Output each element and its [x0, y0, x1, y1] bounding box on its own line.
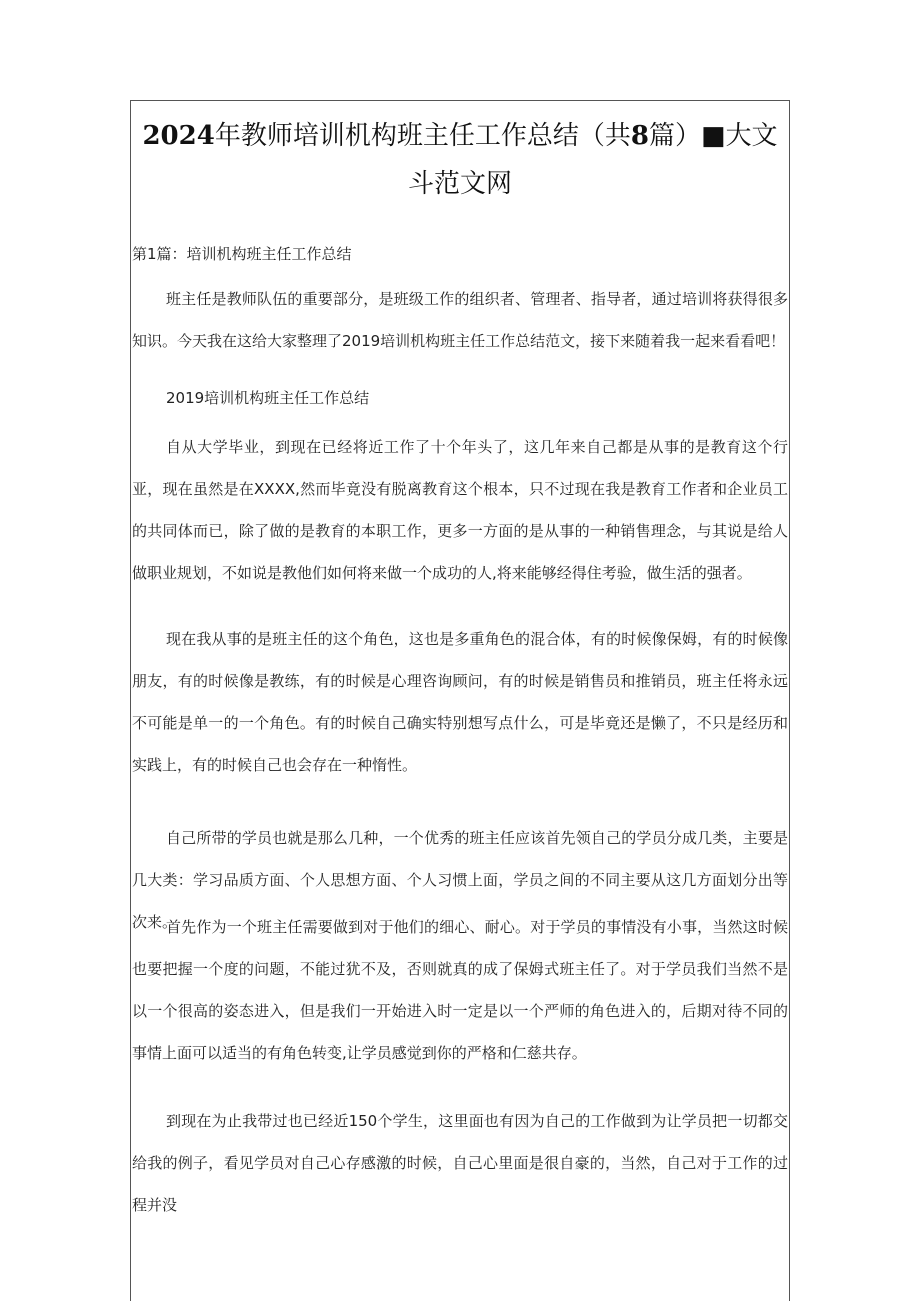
- title-site-name: 大文斗范文网: [407, 121, 778, 199]
- document-title: [132, 112, 788, 208]
- intro-paragraph: 班主任是教师队伍的重要部分，是班级工作的组织者、管理者、指导者，通过培训将获得很多知识。今天我在这给大家整理了2019培训机构班主任工作总结范文，接下来随着我一起来看看吧！: [132, 290, 788, 350]
- title-bullet: ■: [700, 121, 726, 151]
- body-paragraph-2: 现在我从事的是班主任的这个角色，这也是多重角色的混合体，有的时候像保姆，有的时候像朋友，有的时候像是教练，有的时候是心理咨询顾问，有的时候是销售员和推销员，班主任将永远不可能是单一的一个角色。有的时候自己确实特别想写点什么，可是毕竟还是懒了，不只是经历和实践上，有的时候自己也会存在一种惰性。: [132, 630, 788, 774]
- body-paragraph-4: 首先作为一个班主任需要做到对于他们的细心、耐心。对于学员的事情没有小事，当然这时候也要把握一个度的问题，不能过犹不及，否则就真的成了保姆式班主任了。对于学员我们当然不是以一个很高的姿态进入，但是我们一开始进入时一定是以一个严师的角色进入的，后期对待不同的事情上面可以适当的有角色转变,让学员感觉到你的严格和仁慈共存。: [132, 918, 788, 1062]
- article-subtitle: 2019培训机构班主任工作总结: [166, 389, 370, 407]
- body-paragraph-3: 自己所带的学员也就是那么几种，一个优秀的班主任应该首先领自己的学员分成几类，主要是几大类：学习品质方面、个人思想方面、个人习惯上面，学员之间的不同主要从这几方面划分出等次来。: [132, 829, 788, 931]
- title-text-2: 篇）: [648, 121, 701, 151]
- title-year: 2024: [142, 121, 215, 151]
- title-count: 8: [630, 121, 649, 151]
- body-paragraph-5: 到现在为止我带过也已经近150个学生，这里面也有因为自己的工作做到为让学员把一切都交给我的例子，看见学员对自己心存感激的时候，自己心里面是很自豪的，当然，自己对于工作的过程并没: [132, 1112, 788, 1214]
- title-text-1: 年教师培训机构班主任工作总结（共: [214, 121, 631, 151]
- section-label: 第1篇：培训机构班主任工作总结: [132, 245, 352, 263]
- body-paragraph-1: 自从大学毕业，到现在已经将近工作了十个年头了，这几年来自己都是从事的是教育这个行亚，现在虽然是在XXXX,然而毕竟没有脱离教育这个根本，只不过现在我是教育工作者和企业员工的共同体而已，除了做的是教育的本职工作，更多一方面的是从事的一种销售理念，与其说是给人做职业规划，不如说是教他们如何将来做一个成功的人,将来能够经得住考验，做生活的强者。: [132, 438, 788, 582]
